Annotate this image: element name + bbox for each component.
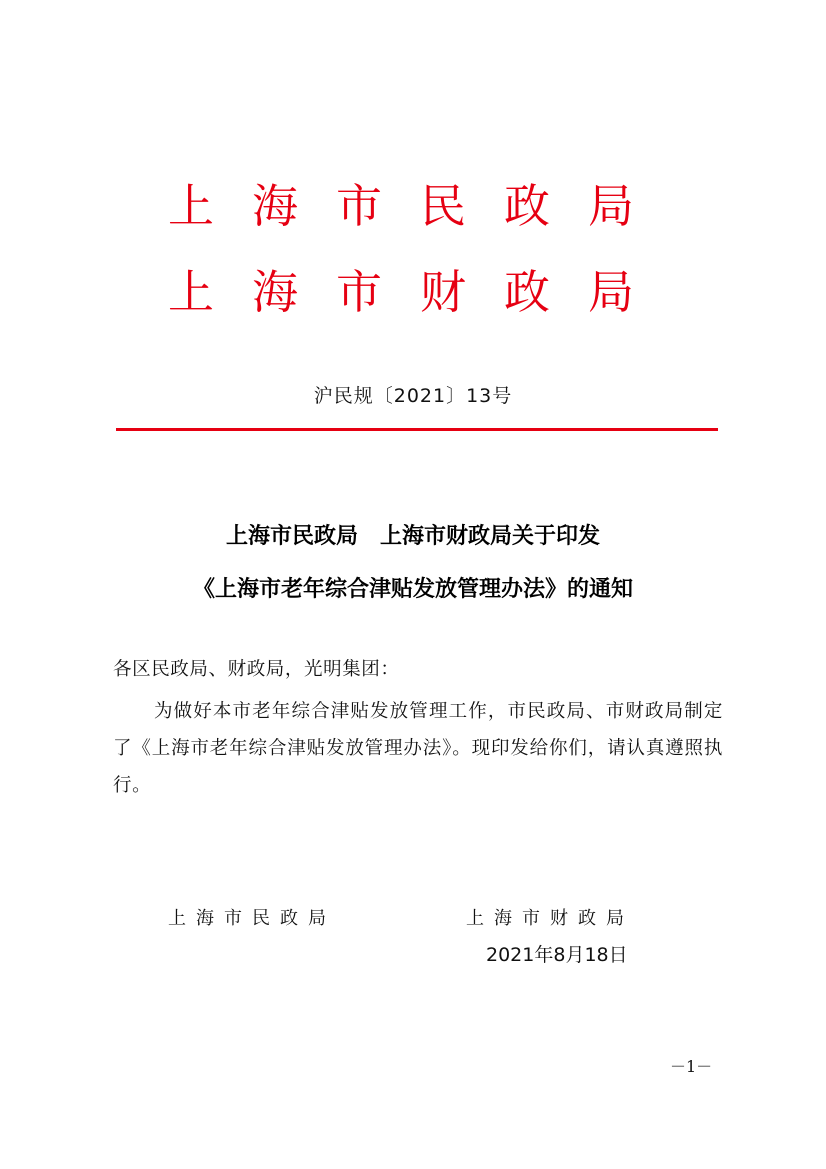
body-paragraph: 为做好本市老年综合津贴发放管理工作，市民政局、市财政局制定了《上海市老年综合津贴发放管理办法》。现印发给你们，请认真遵照执行。 bbox=[113, 701, 723, 796]
issue-date: 2021年8月18日 bbox=[486, 944, 628, 966]
document-number: 沪民规〔2021〕13号 bbox=[313, 385, 513, 407]
document-title-line-2: 《上海市老年综合津贴发放管理办法》的通知 bbox=[192, 576, 633, 602]
page-number: －1－ bbox=[670, 1057, 713, 1076]
addressee: 各区民政局、财政局，光明集团： bbox=[113, 659, 400, 680]
document-title-line-1: 上海市民政局 上海市财政局关于印发 bbox=[225, 523, 600, 549]
signature-finance: 上海市财政局 bbox=[466, 908, 634, 929]
red-divider-line bbox=[116, 428, 718, 431]
issuer-name-finance: 上海市财政局 bbox=[168, 265, 672, 319]
signature-civil-affairs: 上海市民政局 bbox=[168, 908, 336, 929]
issuer-name-civil-affairs: 上海市民政局 bbox=[168, 179, 672, 233]
